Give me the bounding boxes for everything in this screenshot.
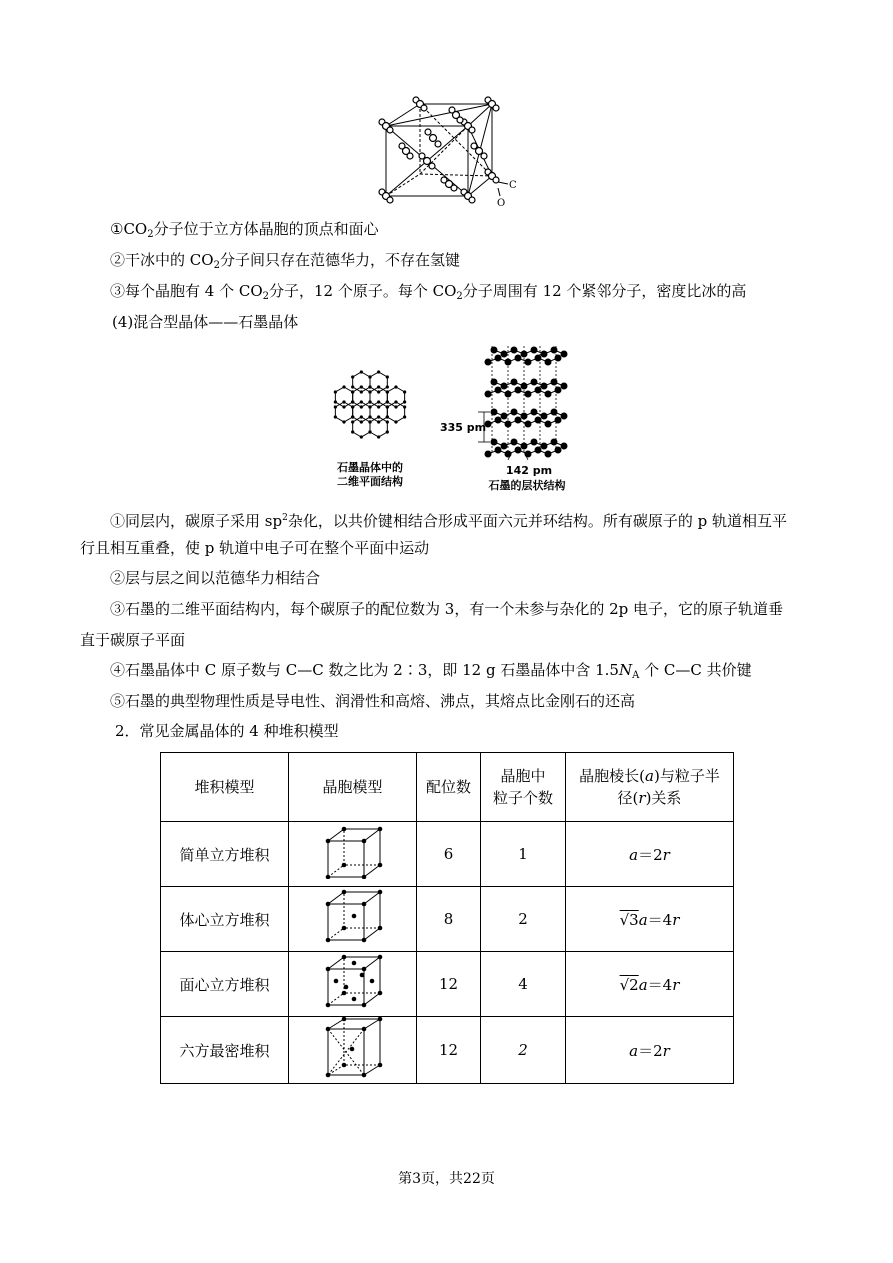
graphite-2d-caption: 石墨晶体中的 二维平面结构 <box>337 461 403 488</box>
co2-point-1: $①CO_2$分子位于立方体晶胞的顶点和面心 <box>110 220 379 240</box>
graphite-point-5: ⑤石墨的典型物理性质是导电性、润滑性和高熔、沸点，其熔点比金刚石的还高 <box>110 692 636 710</box>
row-count: 1 <box>481 822 566 887</box>
table-row <box>161 887 734 952</box>
graphite-point-3b: 直于碳原子平面 <box>80 631 186 649</box>
header-model: 堆积模型 <box>161 753 289 822</box>
row-model-name: 面心立方堆积 <box>161 952 289 1017</box>
co2-point-2: ②干冰中的 $CO_2$分子间只存在范德华力，不存在氢键 <box>110 251 460 271</box>
body-centered-cubic-cell-icon <box>289 887 417 952</box>
table-row <box>161 1017 734 1084</box>
co2-point-3: ③每个晶胞有 4 个 $CO_2$分子，12 个原子。每个 $CO_2$分子周围有 12 个紧邻分子，密度比冰的高 <box>110 282 747 302</box>
metal-heading: 2．常见金属晶体的 4 种堆积模型 <box>115 722 339 740</box>
face-centered-cubic-cell-icon <box>289 952 417 1017</box>
graphite-point-4: ④石墨晶体中 C 原子数与 C—C 数之比为 2∶3，即 12 g 石墨晶体中含 $1.5N_A$ 个 C—C 共价键 <box>110 661 752 681</box>
row-count: 2 <box>481 1017 566 1084</box>
row-relation: a＝2r <box>566 822 734 887</box>
row-model-name: 体心立方堆积 <box>161 887 289 952</box>
layer-spacing-label: 335 pm <box>440 421 487 434</box>
row-coordination: 6 <box>417 822 481 887</box>
graphite-point-2: ②层与层之间以范德华力相结合 <box>110 569 321 587</box>
row-relation: √2a＝4r <box>566 952 734 1017</box>
row-coordination: 12 <box>417 952 481 1017</box>
graphite-point-3a: ③石墨的二维平面结构内，每个碳原子的配位数为 3，有一个未参与杂化的 2p 电子，它的原子轨道垂 <box>110 600 783 618</box>
row-model-name: 六方最密堆积 <box>161 1017 289 1084</box>
row-model-name: 简单立方堆积 <box>161 822 289 887</box>
row-count: 4 <box>481 952 566 1017</box>
carbon-label: C <box>509 180 517 191</box>
page-footer: 第3页，共22页 <box>398 1171 495 1187</box>
table-row <box>161 952 734 1017</box>
oxygen-label: O <box>497 198 506 208</box>
row-coordination: 8 <box>417 887 481 952</box>
graphite-point-1b: 行且相互重叠，使 p 轨道中电子可在整个平面中运动 <box>80 539 430 557</box>
co2-unit-cell-figure <box>376 96 526 208</box>
row-coordination: 12 <box>417 1017 481 1084</box>
hexagonal-close-packed-cell-icon <box>289 1017 417 1084</box>
metal-stacking-table <box>160 752 734 1084</box>
graphite-layered-caption: 石墨的层状结构 <box>488 479 566 492</box>
simple-cubic-cell-icon <box>289 822 417 887</box>
row-count: 2 <box>481 887 566 952</box>
graphite-layered-figure <box>438 342 578 472</box>
graphite-heading: (4)混合型晶体——石墨晶体 <box>112 313 299 331</box>
row-relation: √3a＝4r <box>566 887 734 952</box>
header-cell-model: 晶胞模型 <box>289 753 417 822</box>
header-particle-count: 晶胞中 粒子个数 <box>481 753 566 822</box>
graphite-2d-plane-figure <box>320 368 420 456</box>
header-coordination: 配位数 <box>417 753 481 822</box>
row-relation: a＝2r <box>566 1017 734 1084</box>
header-relation: 晶胞棱长(a)与粒子半 径(r)关系 <box>566 753 734 822</box>
table-row <box>161 822 734 887</box>
graphite-point-1a: ①同层内，碳原子采用 $sp^2$杂化，以共价键相结合形成平面六元并环结构。所有碳原子的 p 轨道相互平 <box>110 512 787 530</box>
bond-length-label: 142 pm <box>505 464 553 477</box>
table-header-row <box>161 753 734 822</box>
